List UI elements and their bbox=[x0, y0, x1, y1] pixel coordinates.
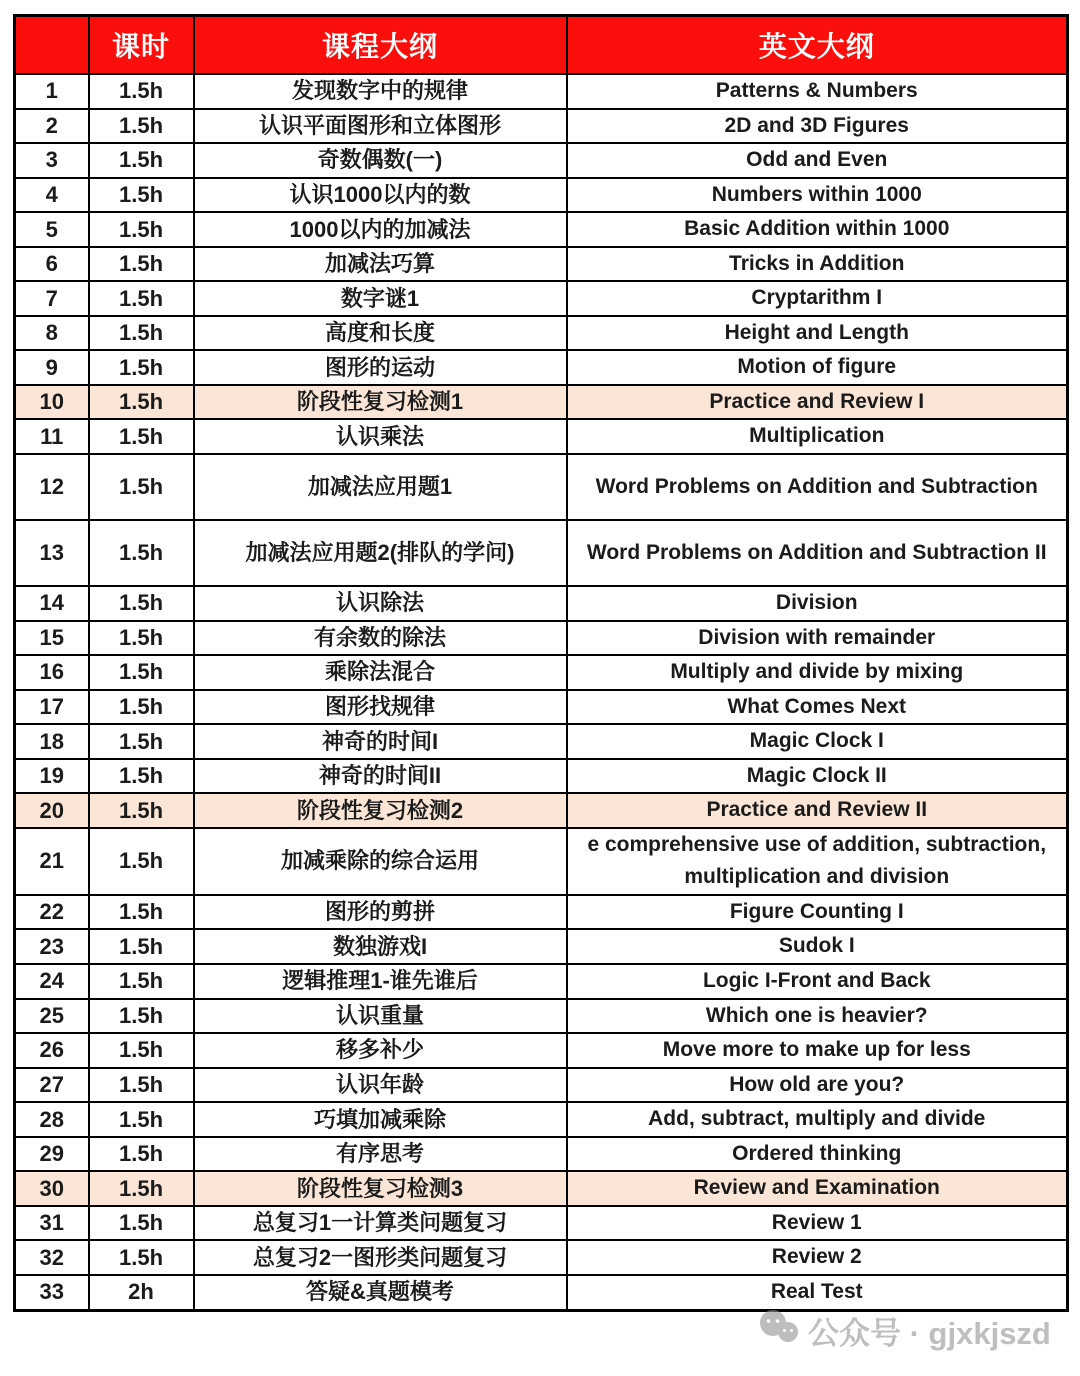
en-outline-cell: Add, subtract, multiply and divide bbox=[567, 1102, 1068, 1137]
cn-outline-cell: 阶段性复习检测1 bbox=[194, 385, 567, 420]
table-row bbox=[15, 1275, 1068, 1310]
row-number-cell: 23 bbox=[15, 929, 89, 964]
row-number-cell: 28 bbox=[15, 1102, 89, 1137]
table-row bbox=[15, 759, 1068, 794]
en-outline-cell: Review 1 bbox=[567, 1206, 1068, 1241]
cn-outline-cell: 发现数字中的规律 bbox=[194, 74, 567, 109]
table-row bbox=[15, 793, 1068, 828]
cn-outline-cell: 加减法应用题2(排队的学问) bbox=[194, 520, 567, 586]
wechat-official-account-icon bbox=[758, 1309, 800, 1353]
en-outline-cell: Magic Clock I bbox=[567, 724, 1068, 759]
row-number-cell: 26 bbox=[15, 1033, 89, 1068]
header-cn-outline-cell: 课程大纲 bbox=[194, 16, 567, 75]
table-row bbox=[15, 281, 1068, 316]
hours-cell: 1.5h bbox=[89, 212, 194, 247]
row-number-cell: 11 bbox=[15, 419, 89, 454]
cn-outline-cell: 神奇的时间II bbox=[194, 759, 567, 794]
table-row bbox=[15, 454, 1068, 520]
hours-cell: 1.5h bbox=[89, 1102, 194, 1137]
hours-cell: 1.5h bbox=[89, 419, 194, 454]
hours-cell: 1.5h bbox=[89, 655, 194, 690]
row-number-cell: 6 bbox=[15, 247, 89, 282]
table-row bbox=[15, 964, 1068, 999]
cn-outline-cell: 1000以内的加减法 bbox=[194, 212, 567, 247]
row-number-cell: 19 bbox=[15, 759, 89, 794]
cn-outline-cell: 逻辑推理1-谁先谁后 bbox=[194, 964, 567, 999]
en-outline-cell: Which one is heavier? bbox=[567, 999, 1068, 1034]
table-row bbox=[15, 586, 1068, 621]
cn-outline-cell: 答疑&真题模考 bbox=[194, 1275, 567, 1310]
row-number-cell: 17 bbox=[15, 690, 89, 725]
cn-outline-cell: 移多补少 bbox=[194, 1033, 567, 1068]
cn-outline-cell: 有余数的除法 bbox=[194, 621, 567, 656]
row-number-cell: 15 bbox=[15, 621, 89, 656]
en-outline-cell: Tricks in Addition bbox=[567, 247, 1068, 282]
row-number-cell: 20 bbox=[15, 793, 89, 828]
en-outline-cell: Motion of figure bbox=[567, 350, 1068, 385]
en-outline-cell: Cryptarithm I bbox=[567, 281, 1068, 316]
en-outline-cell: Ordered thinking bbox=[567, 1137, 1068, 1172]
row-number-cell: 9 bbox=[15, 350, 89, 385]
hours-cell: 1.5h bbox=[89, 964, 194, 999]
cn-outline-cell: 总复习2一图形类问题复习 bbox=[194, 1240, 567, 1275]
hours-cell: 1.5h bbox=[89, 895, 194, 930]
hours-cell: 1.5h bbox=[89, 247, 194, 282]
hours-cell: 1.5h bbox=[89, 1171, 194, 1206]
hours-cell: 1.5h bbox=[89, 724, 194, 759]
en-outline-cell: Multiply and divide by mixing bbox=[567, 655, 1068, 690]
cn-outline-cell: 图形的剪拼 bbox=[194, 895, 567, 930]
table-header bbox=[15, 16, 1068, 75]
hours-cell: 1.5h bbox=[89, 621, 194, 656]
table-row bbox=[15, 999, 1068, 1034]
en-outline-cell: Division with remainder bbox=[567, 621, 1068, 656]
en-outline-cell: Magic Clock II bbox=[567, 759, 1068, 794]
row-number-cell: 7 bbox=[15, 281, 89, 316]
table-row bbox=[15, 655, 1068, 690]
en-outline-cell: Review and Examination bbox=[567, 1171, 1068, 1206]
cn-outline-cell: 图形找规律 bbox=[194, 690, 567, 725]
table-row bbox=[15, 247, 1068, 282]
hours-cell: 1.5h bbox=[89, 520, 194, 586]
hours-cell: 1.5h bbox=[89, 1206, 194, 1241]
row-number-cell: 10 bbox=[15, 385, 89, 420]
table-row bbox=[15, 419, 1068, 454]
cn-outline-cell: 乘除法混合 bbox=[194, 655, 567, 690]
row-number-cell: 18 bbox=[15, 724, 89, 759]
hours-cell: 1.5h bbox=[89, 793, 194, 828]
table-body bbox=[15, 74, 1068, 1310]
table-row bbox=[15, 1102, 1068, 1137]
hours-cell: 1.5h bbox=[89, 454, 194, 520]
table-row bbox=[15, 385, 1068, 420]
cn-outline-cell: 有序思考 bbox=[194, 1137, 567, 1172]
cn-outline-cell: 加减乘除的综合运用 bbox=[194, 828, 567, 895]
en-outline-cell: Basic Addition within 1000 bbox=[567, 212, 1068, 247]
hours-cell: 1.5h bbox=[89, 109, 194, 144]
hours-cell: 1.5h bbox=[89, 143, 194, 178]
cn-outline-cell: 阶段性复习检测3 bbox=[194, 1171, 567, 1206]
hours-cell: 1.5h bbox=[89, 1033, 194, 1068]
hours-cell: 1.5h bbox=[89, 385, 194, 420]
table-row bbox=[15, 74, 1068, 109]
cn-outline-cell: 奇数偶数(一) bbox=[194, 143, 567, 178]
hours-cell: 1.5h bbox=[89, 586, 194, 621]
watermark bbox=[758, 1308, 1051, 1353]
en-outline-cell: 2D and 3D Figures bbox=[567, 109, 1068, 144]
en-outline-cell: Figure Counting I bbox=[567, 895, 1068, 930]
table-row bbox=[15, 929, 1068, 964]
cn-outline-cell: 图形的运动 bbox=[194, 350, 567, 385]
en-outline-cell: What Comes Next bbox=[567, 690, 1068, 725]
header-row bbox=[15, 16, 1068, 75]
cn-outline-cell: 认识年龄 bbox=[194, 1068, 567, 1103]
table-row bbox=[15, 212, 1068, 247]
row-number-cell: 22 bbox=[15, 895, 89, 930]
table-row bbox=[15, 1033, 1068, 1068]
cn-outline-cell: 高度和长度 bbox=[194, 316, 567, 351]
table-row bbox=[15, 1240, 1068, 1275]
row-number-cell: 8 bbox=[15, 316, 89, 351]
row-number-cell: 32 bbox=[15, 1240, 89, 1275]
cn-outline-cell: 神奇的时间I bbox=[194, 724, 567, 759]
en-outline-cell: Height and Length bbox=[567, 316, 1068, 351]
row-number-cell: 2 bbox=[15, 109, 89, 144]
table-row bbox=[15, 690, 1068, 725]
en-outline-cell: Odd and Even bbox=[567, 143, 1068, 178]
en-outline-cell: Move more to make up for less bbox=[567, 1033, 1068, 1068]
en-outline-cell: Word Problems on Addition and Subtraction bbox=[567, 454, 1068, 520]
row-number-cell: 5 bbox=[15, 212, 89, 247]
row-number-cell: 3 bbox=[15, 143, 89, 178]
header-hours-cell: 课时 bbox=[89, 16, 194, 75]
cn-outline-cell: 加减法巧算 bbox=[194, 247, 567, 282]
en-outline-cell: Patterns & Numbers bbox=[567, 74, 1068, 109]
en-outline-cell: Division bbox=[567, 586, 1068, 621]
row-number-cell: 14 bbox=[15, 586, 89, 621]
hours-cell: 1.5h bbox=[89, 281, 194, 316]
table-row bbox=[15, 724, 1068, 759]
row-number-cell: 21 bbox=[15, 828, 89, 895]
cn-outline-cell: 加减法应用题1 bbox=[194, 454, 567, 520]
row-number-cell: 1 bbox=[15, 74, 89, 109]
en-outline-cell: Numbers within 1000 bbox=[567, 178, 1068, 213]
table-row bbox=[15, 1068, 1068, 1103]
table-row bbox=[15, 1137, 1068, 1172]
row-number-cell: 27 bbox=[15, 1068, 89, 1103]
table-row bbox=[15, 520, 1068, 586]
cn-outline-cell: 认识1000以内的数 bbox=[194, 178, 567, 213]
row-number-cell: 31 bbox=[15, 1206, 89, 1241]
table-row bbox=[15, 109, 1068, 144]
table-row bbox=[15, 178, 1068, 213]
cn-outline-cell: 巧填加减乘除 bbox=[194, 1102, 567, 1137]
table-row bbox=[15, 1206, 1068, 1241]
hours-cell: 1.5h bbox=[89, 316, 194, 351]
course-syllabus-table bbox=[13, 14, 1069, 1312]
cn-outline-cell: 总复习1一计算类问题复习 bbox=[194, 1206, 567, 1241]
row-number-cell: 4 bbox=[15, 178, 89, 213]
hours-cell: 1.5h bbox=[89, 828, 194, 895]
cn-outline-cell: 数独游戏I bbox=[194, 929, 567, 964]
en-outline-cell: How old are you? bbox=[567, 1068, 1068, 1103]
en-outline-cell: Practice and Review II bbox=[567, 793, 1068, 828]
cn-outline-cell: 认识乘法 bbox=[194, 419, 567, 454]
en-outline-cell: Sudok I bbox=[567, 929, 1068, 964]
cn-outline-cell: 数字谜1 bbox=[194, 281, 567, 316]
row-number-cell: 13 bbox=[15, 520, 89, 586]
hours-cell: 1.5h bbox=[89, 350, 194, 385]
en-outline-cell: Real Test bbox=[567, 1275, 1068, 1310]
hours-cell: 1.5h bbox=[89, 1068, 194, 1103]
cn-outline-cell: 阶段性复习检测2 bbox=[194, 793, 567, 828]
header-corner-cell bbox=[15, 16, 89, 75]
table-row bbox=[15, 143, 1068, 178]
row-number-cell: 16 bbox=[15, 655, 89, 690]
table-row bbox=[15, 895, 1068, 930]
row-number-cell: 29 bbox=[15, 1137, 89, 1172]
row-number-cell: 25 bbox=[15, 999, 89, 1034]
hours-cell: 1.5h bbox=[89, 1240, 194, 1275]
en-outline-cell: Review 2 bbox=[567, 1240, 1068, 1275]
table-row bbox=[15, 621, 1068, 656]
en-outline-cell: Practice and Review I bbox=[567, 385, 1068, 420]
row-number-cell: 12 bbox=[15, 454, 89, 520]
table-row bbox=[15, 316, 1068, 351]
table-row bbox=[15, 350, 1068, 385]
en-outline-cell: Multiplication bbox=[567, 419, 1068, 454]
cn-outline-cell: 认识平面图形和立体图形 bbox=[194, 109, 567, 144]
table-row bbox=[15, 1171, 1068, 1206]
hours-cell: 1.5h bbox=[89, 178, 194, 213]
row-number-cell: 30 bbox=[15, 1171, 89, 1206]
cn-outline-cell: 认识重量 bbox=[194, 999, 567, 1034]
hours-cell: 2h bbox=[89, 1275, 194, 1310]
table-row bbox=[15, 828, 1068, 895]
hours-cell: 1.5h bbox=[89, 929, 194, 964]
watermark-text: 公众号 · gjxkjszd bbox=[808, 1316, 1051, 1351]
hours-cell: 1.5h bbox=[89, 1137, 194, 1172]
row-number-cell: 33 bbox=[15, 1275, 89, 1310]
hours-cell: 1.5h bbox=[89, 759, 194, 794]
en-outline-cell: Word Problems on Addition and Subtraction II bbox=[567, 520, 1068, 586]
en-outline-cell: e comprehensive use of addition, subtraction, multiplication and division bbox=[567, 828, 1068, 895]
en-outline-cell: Logic I-Front and Back bbox=[567, 964, 1068, 999]
hours-cell: 1.5h bbox=[89, 999, 194, 1034]
cn-outline-cell: 认识除法 bbox=[194, 586, 567, 621]
hours-cell: 1.5h bbox=[89, 690, 194, 725]
header-en-outline-cell: 英文大纲 bbox=[567, 16, 1068, 75]
hours-cell: 1.5h bbox=[89, 74, 194, 109]
row-number-cell: 24 bbox=[15, 964, 89, 999]
